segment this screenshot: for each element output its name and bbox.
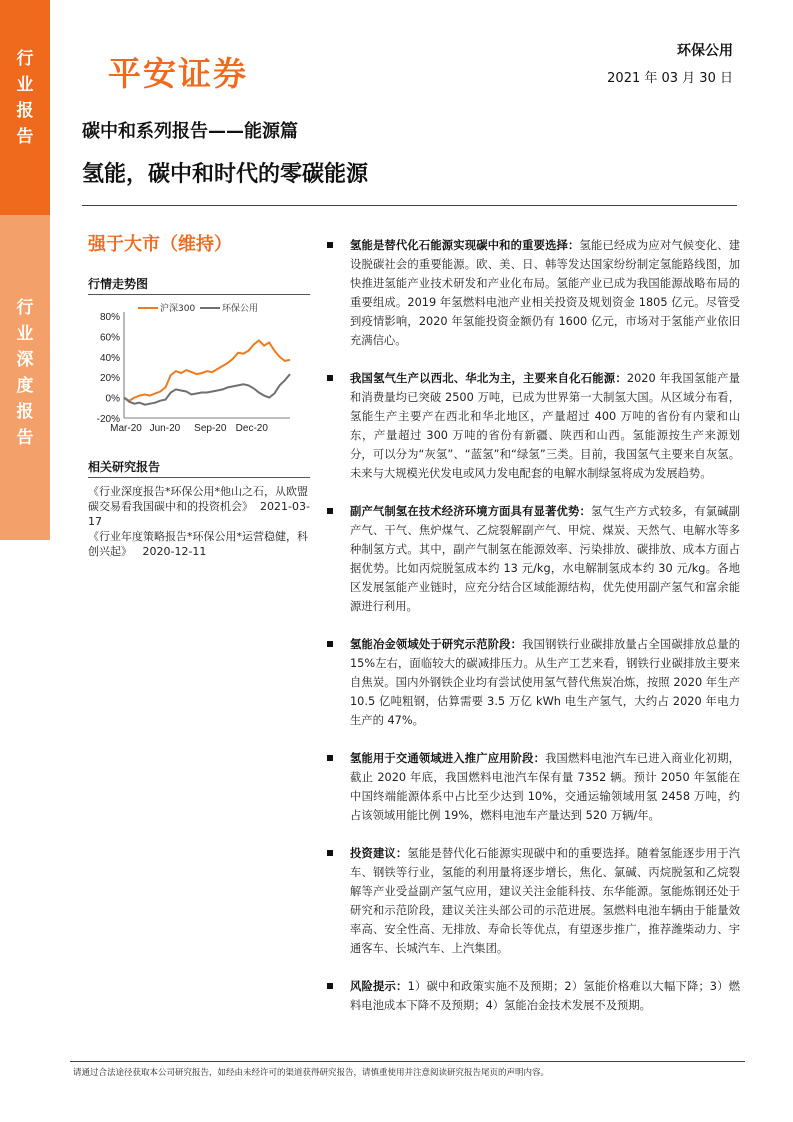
- key-point: [326, 635, 740, 730]
- related-report-item[interactable]: [88, 529, 314, 559]
- key-point: [326, 977, 740, 1015]
- key-point-body: 氢能已经成为应对气候变化、建设脱碳社会的重要能源。欧、美、日、韩等发达国家纷纷制定氢能路线图，加快推进氢能产业技术研发和产业化布局。氢能产业已成为我国能源战略布局的重要组成。2019 年氢燃料电池产业相关投资及规划资金 1805 亿元。尽管受到疫情影响，2020 年氢能投资金额仍有 1600 亿元，市场对于氢能产业依旧充满信心。: [350, 239, 740, 347]
- side-tab-char: 业: [16, 75, 34, 95]
- y-tick-label: -20%: [96, 414, 120, 425]
- key-point-head: 投资建议：: [350, 847, 408, 860]
- side-tab-char: 度: [16, 376, 34, 396]
- key-point: [326, 844, 740, 958]
- market-trend-chart: [78, 296, 310, 444]
- side-tab-char: 报: [16, 402, 34, 422]
- x-tick-label: Dec-20: [235, 423, 268, 434]
- side-tab-char: 行: [16, 49, 34, 69]
- rating-badge: 强于大市（维持）: [88, 234, 232, 255]
- key-point-head: 氢能用于交通领域进入推广应用阶段：: [350, 752, 546, 765]
- side-tab-char: 报: [16, 101, 34, 121]
- bullet-square-icon: [327, 850, 333, 856]
- bullet-square-icon: [327, 242, 333, 248]
- title-divider: [82, 205, 737, 206]
- footer-disclaimer: 请通过合法途径获取本公司研究报告，如经由未经许可的渠道获得研究报告，请慎重使用并注意阅读研究报告尾页的声明内容。: [73, 1068, 550, 1078]
- key-point-body: 我国燃料电池汽车已进入商业化初期，截止 2020 年底，我国燃料电池汽车保有量 7352 辆。预计 2050 年氢能在中国终端能源体系中占比至少达到 10%，交通运输领域用氢 2458 万吨，约占该领域用能比例 19%，燃料电池车产量达到 520 万辆/年。: [350, 752, 740, 822]
- series-line-env-utilities: [124, 374, 290, 405]
- related-report-title: 《行业年度策略报告*环保公用*运营稳健，科创兴起》: [88, 530, 308, 558]
- key-points: [326, 236, 740, 1034]
- market-trend-svg: [78, 296, 310, 444]
- legend-label: 环保公用: [222, 304, 259, 314]
- x-tick-label: Jun-20: [149, 423, 181, 434]
- side-tab-char: 告: [16, 428, 34, 448]
- footer-divider: [70, 1061, 745, 1062]
- report-date: 2021 年 03 月 30 日: [607, 71, 733, 86]
- chart-heading-divider: [88, 294, 310, 295]
- related-report-item[interactable]: [88, 484, 314, 529]
- company-logo: 平安证券: [108, 54, 248, 93]
- bullet-square-icon: [327, 641, 333, 647]
- bullet-square-icon: [327, 983, 333, 989]
- x-tick-label: Mar-20: [110, 423, 142, 434]
- key-point-head: 氢能冶金领域处于研究示范阶段：: [350, 638, 523, 651]
- key-point-head: 风险提示：: [350, 980, 408, 993]
- y-tick-label: 40%: [99, 352, 120, 364]
- related-reports-divider: [88, 477, 310, 478]
- bullet-square-icon: [327, 508, 333, 514]
- key-point-head: 副产气制氢在技术经济环境方面具有显著优势：: [350, 505, 591, 518]
- side-tab-char: 业: [16, 324, 34, 344]
- key-point: [326, 502, 740, 616]
- key-point-body: 氢能是替代化石能源实现碳中和的重要选择。随着氢能逐步用于汽车、钢铁等行业，氢能的利用量将逐步增长，焦化、氯碱、丙烷脱氢和乙烷裂解等产业受益副产氢气应用，建议关注金能科技、东华能源。氢能炼钢还处于研究和示范阶段，建议关注头部公司的示范进展。氢燃料电池车辆由于能量效率高、安全性高、无排放、寿命长等优点，有望逐步推广，推荐潍柴动力、宇通客车、长城汽车、上汽集团。: [350, 847, 740, 955]
- key-point: [326, 236, 740, 350]
- related-report-date: 2021-03-17: [88, 500, 310, 528]
- side-tab-char: 深: [16, 350, 34, 370]
- bullet-square-icon: [327, 755, 333, 761]
- related-report-title: 《行业深度报告*环保公用*他山之石，从欧盟碳交易看我国碳中和的投资机会》: [88, 485, 308, 513]
- related-reports-heading: 相关研究报告: [88, 460, 161, 474]
- key-point-head: 氢能是替代化石能源实现碳中和的重要选择：: [350, 239, 580, 252]
- related-reports-list: [88, 484, 314, 559]
- chart-heading: 行情走势图: [88, 277, 149, 291]
- related-report-date: 2020-12-11: [142, 545, 207, 558]
- page-title: 氢能，碳中和时代的零碳能源: [82, 162, 369, 187]
- side-tab-char: 告: [16, 127, 34, 147]
- side-tab-deep-report: [0, 215, 50, 540]
- key-point-head: 我国氢气生产以西北、华北为主，主要来自化石能源：: [350, 372, 627, 385]
- key-point-body: 1）碳中和政策实施不及预期；2）氢能价格难以大幅下降；3）燃料电池成本下降不及预期；4）氢能冶金技术发展不及预期。: [350, 980, 740, 1012]
- bullet-square-icon: [327, 375, 333, 381]
- key-point: [326, 369, 740, 483]
- y-tick-label: 20%: [99, 373, 120, 385]
- side-tab-char: 行: [16, 298, 34, 318]
- series-title: 碳中和系列报告——能源篇: [82, 121, 298, 142]
- key-point-body: 我国钢铁行业碳排放量占全国碳排放总量的 15%左右，面临较大的碳减排压力。从生产工艺来看，钢铁行业碳排放主要来自焦炭。国内外钢铁企业均有尝试使用氢气替代焦炭冶炼，按照 2020 年生产 10.5 亿吨粗钢，估算需要 3.5 万亿 kWh 电生产氢气，大约占 2020 年电力生产的 47%。: [350, 638, 740, 727]
- x-tick-label: Sep-20: [194, 423, 227, 434]
- industry-label: 环保公用: [677, 43, 733, 59]
- key-point-body: 2020 年我国氢能产量和消费量均已突破 2500 万吨，已成为世界第一大制氢大国。从区域分布看，氢能生产主要产在西北和华北地区，产量超过 400 万吨的省份有内蒙和山东，产量超过 300 万吨的省份有新疆、陕西和山西。氢能源按生产来源划分，可以分为“灰氢”、“蓝氢”和“绿氢”三类。目前，我国氢气主要来自灰氢。未来与大规模光伏发电或风力发电配套的电解水制绿氢将成为发展趋势。: [350, 372, 740, 480]
- side-tab-industry-report: [0, 0, 50, 215]
- legend-label: 沪深300: [160, 304, 196, 314]
- key-point: [326, 749, 740, 825]
- key-point-body: 氢气生产方式较多，有氯碱副产气、干气、焦炉煤气、乙烷裂解副产气、甲烷、煤炭、天然气、电解水等多种制氢方式。其中，副产气制氢在能源效率、污染排放、碳排放、成本方面占据优势。比如丙烷脱氢成本约 13 元/kg，水电解制氢成本约 30 元/kg。各地区发展氢能产业链时，应充分结合区域能源结构，优先使用副产氢气和富余能源进行利用。: [350, 505, 740, 613]
- y-tick-label: 0%: [105, 393, 120, 405]
- y-tick-label: 60%: [99, 332, 120, 344]
- y-tick-label: 80%: [99, 312, 120, 323]
